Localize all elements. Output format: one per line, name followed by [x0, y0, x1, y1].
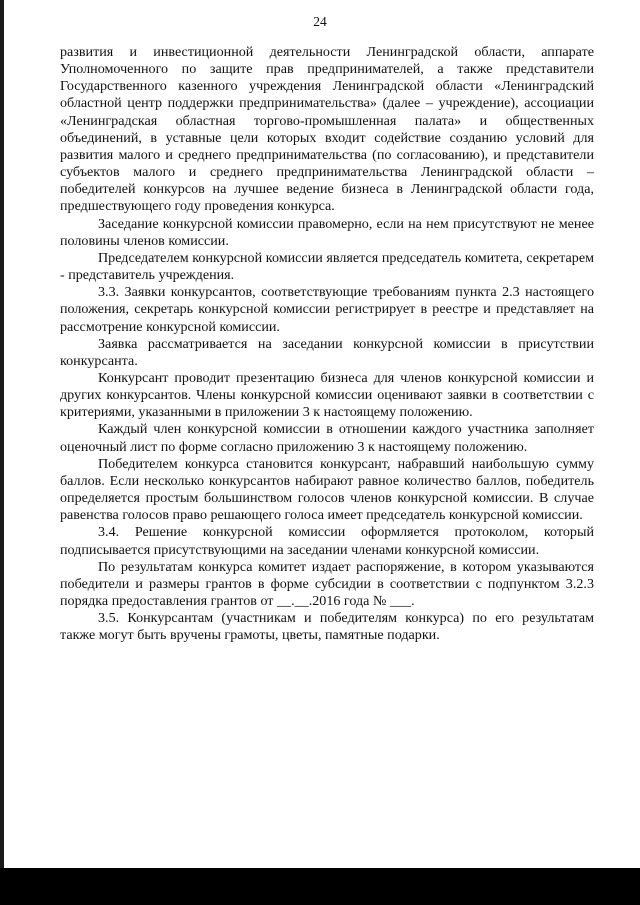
scan-bottom-band	[0, 868, 640, 905]
paragraph-9: 3.4. Решение конкурсной комиссии оформляется протоколом, который подписывается присутствующими на заседании членами конкурсной комиссии.	[60, 524, 594, 558]
paragraph-7: Каждый член конкурсной комиссии в отношении каждого участника заполняет оценочный лист по форме согласно приложению 3 к настоящему положению.	[60, 421, 594, 455]
document-body	[60, 44, 594, 644]
paragraph-10: По результатам конкурса комитет издает распоряжение, в котором указываются победители и размеры грантов в форме субсидии в соответствии с подпунктом 3.2.3 порядка предоставления грантов от __.__.2016 года № ___.	[60, 558, 594, 609]
paragraph-5: Заявка рассматривается на заседании конкурсной комиссии в присутствии конкурсанта.	[60, 335, 594, 369]
paragraph-4: 3.3. Заявки конкурсантов, соответствующие требованиям пункта 2.3 настоящего положения, секретарь конкурсной комиссии регистрирует в реестре и представляет на рассмотрение конкурсной комиссии.	[60, 284, 594, 335]
paragraph-6: Конкурсант проводит презентацию бизнеса для членов конкурсной комиссии и других конкурсантов. Члены конкурсной комиссии оценивают заявки в соответствии с критериями, указанными в приложении 3 к настоящему положению.	[60, 369, 594, 421]
paragraph-3: Председателем конкурсной комиссии является председатель комитета, секретарем - представитель учреждения.	[60, 249, 594, 284]
paragraph-11: 3.5. Конкурсантам (участникам и победителям конкурса) по его результатам также могут быть вручены грамоты, цветы, памятные подарки.	[60, 610, 594, 644]
paragraph-1: развития и инвестиционной деятельности Ленинградской области, аппарате Уполномоченного по защите прав предпринимателей, а также представители Государственного казенного учреждения Ленинградской области «Ленинградский областной центр поддержки предпринимательства» (далее – учреждение), ассоциации «Ленинградская областная торгово-промышленная палата» и общественных объединений, в уставные цели которых входит содействие созданию условий для развития малого и среднего предпринимательства (по согласованию), и представители субъектов малого и среднего предпринимательства Ленинградской области – победителей конкурсов на лучшее ведение бизнеса в Ленинградской области года, предшествующего году проведения конкурса.	[60, 44, 594, 215]
paragraph-2: Заседание конкурсной комиссии правомерно, если на нем присутствуют не менее половины членов комиссии.	[60, 215, 594, 249]
page-number: 24	[313, 14, 327, 29]
paragraph-8: Победителем конкурса становится конкурсант, набравший наибольшую сумму баллов. Если несколько конкурсантов набирают равное количество баллов, победитель определяется простым большинством голосов членов конкурсной комиссии. В случае равенства голосов право решающего голоса имеет председатель конкурсной комиссии.	[60, 455, 594, 524]
scan-left-edge	[0, 0, 4, 905]
